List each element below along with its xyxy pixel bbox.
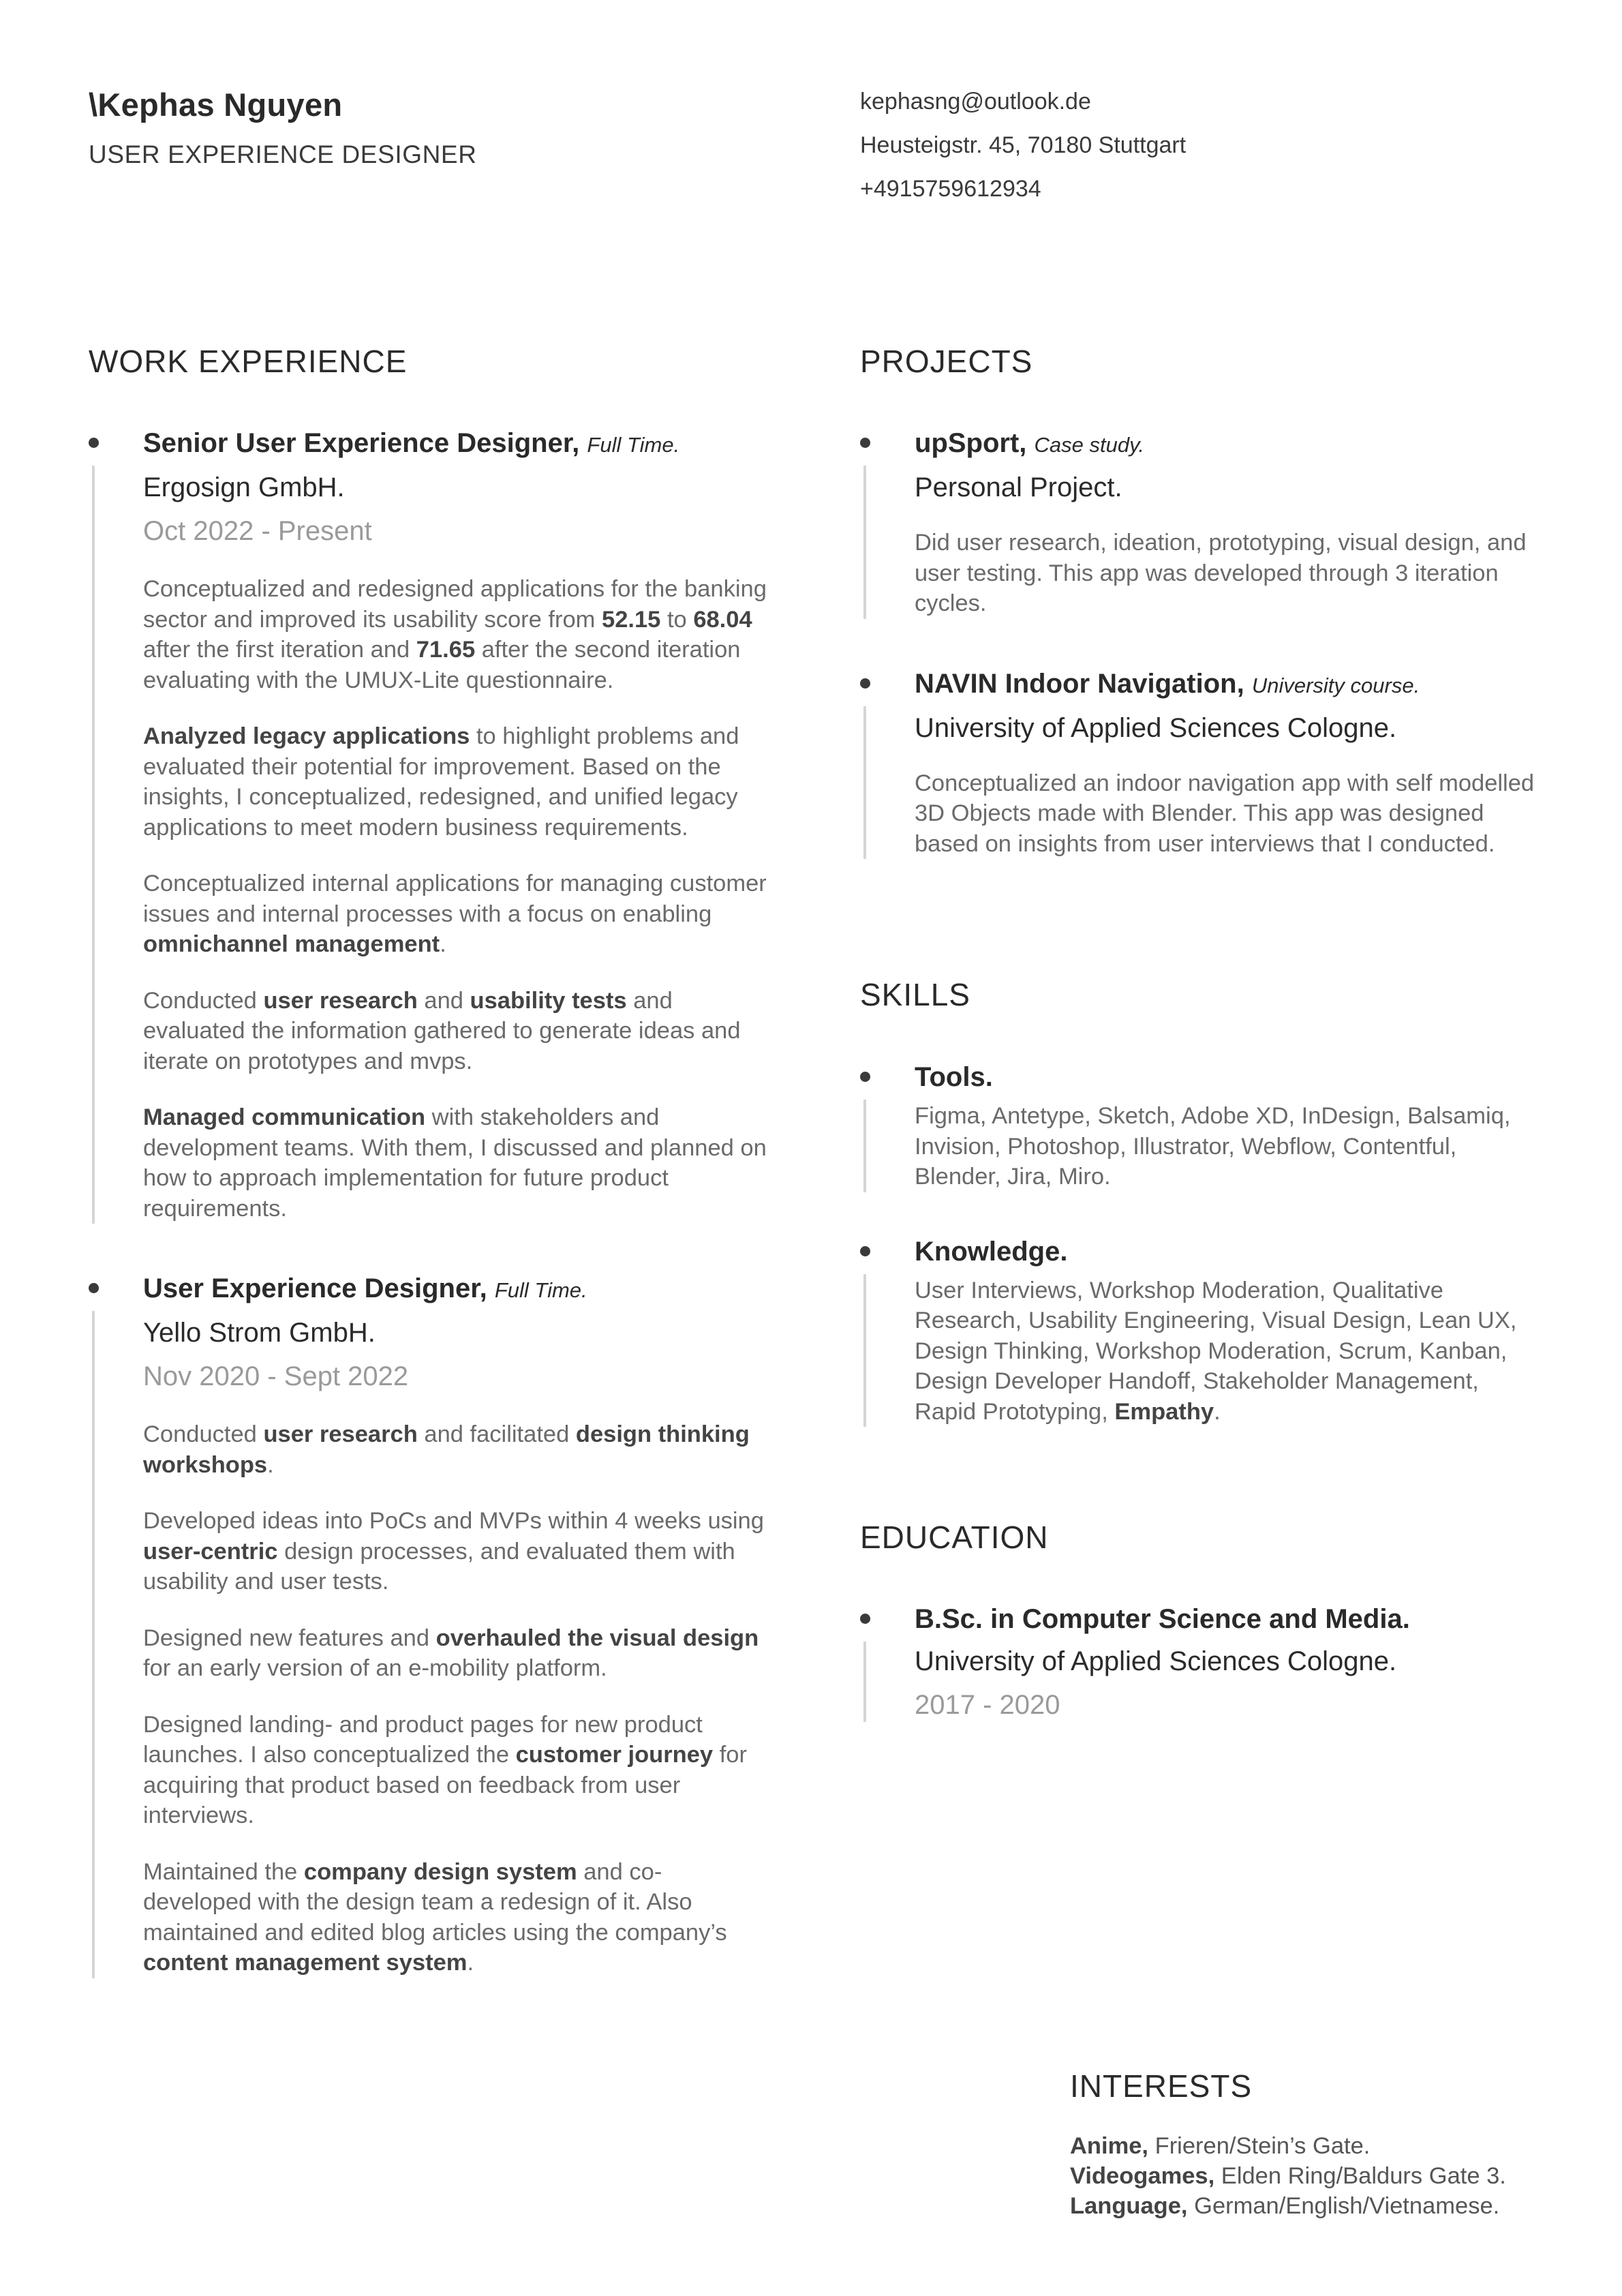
job-date: Oct 2022 - Present [143, 516, 372, 546]
timeline-rail [92, 466, 95, 1224]
project-org: University of Applied Sciences Cologne. [915, 712, 1397, 743]
contact-address: Heusteigstr. 45, 70180 Stuttgart [860, 132, 1187, 158]
project-org: Personal Project. [915, 472, 1122, 502]
skills-heading: SKILLS [860, 977, 970, 1012]
bullet-dot [860, 1614, 870, 1624]
job-title: Senior User Experience Designer, Full Time. [143, 428, 680, 458]
education-list [860, 1602, 1542, 1770]
job-description: Conducted user research and facilitated design thinking workshops. [143, 1421, 750, 1478]
timeline-rail [863, 1100, 866, 1192]
project-entry [860, 426, 1542, 619]
skill-group-title: Knowledge. [915, 1236, 1068, 1267]
project-type: Case study. [1034, 433, 1144, 457]
project-type: University course. [1251, 673, 1420, 697]
project-title: NAVIN Indoor Navigation, University course. [915, 668, 1420, 699]
project-title: upSport, Case study. [915, 428, 1144, 458]
work-experience-heading: WORK EXPERIENCE [89, 344, 408, 379]
projects-list [860, 426, 1542, 907]
skills-list [860, 1060, 1542, 1475]
job-date: Nov 2020 - Sept 2022 [143, 1361, 409, 1391]
interests-heading: INTERESTS [1070, 2068, 1253, 2104]
skill-group [860, 1060, 1542, 1192]
job-description: Conducted user research and usability tests and evaluated the information gathered to generate ideas and iterate on prototypes and mvps. [143, 987, 741, 1074]
project-description: Did user research, ideation, prototyping, visual design, and user testing. This app was developed through 3 iteration cycles. [915, 530, 1527, 616]
skill-group-text: Figma, Antetype, Sketch, Adobe XD, InDesign, Balsamiq, Invision, Photoshop, Illustrator, Webflow, Contentful, Blender, Jira, Miro. [915, 1103, 1511, 1190]
contact-phone[interactable]: +4915759612934 [860, 176, 1041, 202]
work-experience-list [89, 426, 770, 2026]
job-description: Conceptualized internal applications for managing customer issues and internal processes with a focus on enabling omnichannel management. [143, 871, 767, 957]
skill-group-text: User Interviews, Workshop Moderation, Qualitative Research, Usability Engineering, Visual Design, Lean UX, Design Thinking, Workshop Moderation, Scrum, Kanban, Design Developer Handoff, Stakeholder Management, Rapid Prototyping, Empathy. [915, 1277, 1517, 1425]
job-description: Managed communication with stakeholders and development teams. With them, I discussed and planned on how to approach implementation for future product requirements. [143, 1104, 767, 1222]
project-entry [860, 667, 1542, 860]
interest-item: Language, German/English/Vietnamese. [1070, 2193, 1500, 2219]
education-entry [860, 1602, 1542, 1722]
timeline-rail [863, 466, 866, 619]
bullet-dot [860, 1072, 870, 1082]
bullet-dot [860, 678, 870, 689]
timeline-rail [863, 1642, 866, 1722]
timeline-rail [92, 1311, 95, 1978]
job-description: Conceptualized and redesigned applications for the banking sector and improved its usability score from 52.15 to 68.04 after the first iteration and 71.65 after the second iteration evaluating with the UMUX-Lite questionnaire. [143, 576, 767, 693]
job-entry [89, 1271, 770, 1978]
job-description: Designed landing- and product pages for new product launches. I also conceptualized the customer journey for acquiring that product based on feedback from user interviews. [143, 1711, 747, 1828]
degree-title: B.Sc. in Computer Science and Media. [915, 1604, 1410, 1634]
timeline-rail [863, 706, 866, 860]
job-type: Full Time. [494, 1278, 587, 1302]
interest-item: Anime, Frieren/Stein’s Gate. [1070, 2133, 1371, 2159]
job-description: Designed new features and overhauled the visual design for an early version of an e-mobility platform. [143, 1625, 759, 1681]
projects-heading: PROJECTS [860, 344, 1033, 379]
job-type: Full Time. [587, 433, 680, 457]
job-description: Analyzed legacy applications to highlight problems and evaluated their potential for improvement. Based on the insights, I conceptualized, redesigned, and unified legacy applications to meet modern business requirements. [143, 723, 739, 841]
job-company: Ergosign GmbH. [143, 472, 345, 502]
bullet-dot [860, 438, 870, 448]
project-description: Conceptualized an indoor navigation app with self modelled 3D Objects made with Blender. This app was designed based on insights from user interviews that I conducted. [915, 770, 1535, 857]
school-name: University of Applied Sciences Cologne. [915, 1646, 1397, 1676]
job-company: Yello Strom GmbH. [143, 1318, 376, 1348]
timeline-rail [863, 1274, 866, 1428]
candidate-name: \Kephas Nguyen [89, 87, 343, 123]
bullet-dot [89, 1283, 99, 1293]
skill-group-title: Tools. [915, 1062, 993, 1092]
interest-item: Videogames, Elden Ring/Baldurs Gate 3. [1070, 2163, 1506, 2189]
candidate-role: USER EXPERIENCE DESIGNER [89, 140, 477, 168]
bullet-dot [89, 438, 99, 448]
job-description: Developed ideas into PoCs and MVPs within 4 weeks using user-centric design processes, and evaluated them with usability and user tests. [143, 1508, 764, 1595]
contact-email[interactable]: kephasng@outlook.de [860, 89, 1091, 115]
skill-group [860, 1235, 1542, 1428]
bullet-dot [860, 1246, 870, 1256]
interests-list [1070, 2131, 1588, 2221]
education-heading: EDUCATION [860, 1520, 1049, 1555]
education-date: 2017 - 2020 [915, 1690, 1060, 1720]
job-description: Maintained the company design system and co-developed with the design team a redesign of it. Also maintained and edited blog articles using the company’s content management system. [143, 1858, 727, 1976]
job-entry [89, 426, 770, 1224]
job-title: User Experience Designer, Full Time. [143, 1273, 587, 1303]
